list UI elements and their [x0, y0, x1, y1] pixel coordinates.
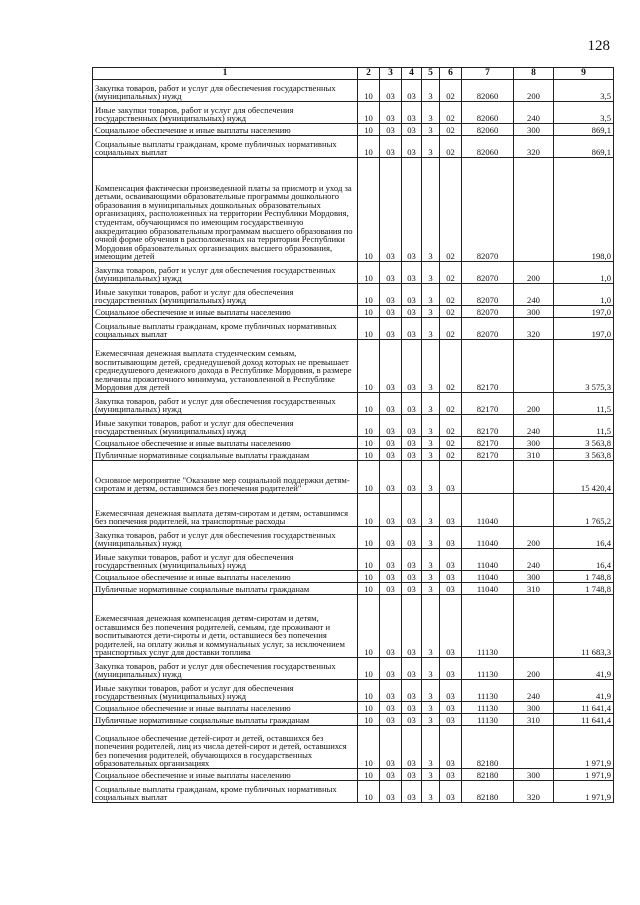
row-name-cell: Социальное обеспечение и иные выплаты населению [93, 124, 358, 136]
col-6-cell: 03 [440, 702, 462, 714]
col-9-cell: 41,9 [554, 658, 614, 680]
col-7-cell: 11130 [462, 702, 514, 714]
col-7-cell: 82070 [462, 262, 514, 284]
col-5-cell: 3 [422, 136, 440, 158]
col-6-cell: 02 [440, 306, 462, 318]
col-7-cell: 11130 [462, 658, 514, 680]
col-5-cell: 3 [422, 318, 440, 340]
table-row [93, 449, 614, 461]
col-2-cell: 10 [358, 461, 380, 494]
col-4-cell: 03 [402, 702, 422, 714]
col-8-cell [514, 726, 554, 769]
col-9-cell: 1 971,9 [554, 726, 614, 769]
col-4-cell: 03 [402, 549, 422, 571]
col-5-cell: 3 [422, 340, 440, 393]
col-4-cell: 03 [402, 340, 422, 393]
row-name-cell: Публичные нормативные социальные выплаты гражданам [93, 449, 358, 461]
col-9-cell: 1 748,8 [554, 583, 614, 595]
col-2-cell: 10 [358, 284, 380, 306]
col-3-cell: 03 [380, 595, 402, 658]
col-7-cell: 11040 [462, 494, 514, 527]
col-3-cell: 03 [380, 340, 402, 393]
col-5-cell: 3 [422, 583, 440, 595]
col-3-cell: 03 [380, 527, 402, 549]
col-7-cell: 11040 [462, 583, 514, 595]
col-6-cell: 02 [440, 80, 462, 102]
col-2-cell: 10 [358, 262, 380, 284]
col-3-cell: 03 [380, 702, 402, 714]
col-3-cell: 03 [380, 262, 402, 284]
col-4-cell: 03 [402, 284, 422, 306]
col-9-cell: 11,5 [554, 393, 614, 415]
row-name-cell: Закупка товаров, работ и услуг для обеспечения государственных (муниципальных) нужд [93, 658, 358, 680]
table-row [93, 583, 614, 595]
col-2-cell: 10 [358, 415, 380, 437]
col-7-cell: 82060 [462, 80, 514, 102]
col-3-cell: 03 [380, 102, 402, 124]
col-4-cell: 03 [402, 80, 422, 102]
col-2-cell: 10 [358, 549, 380, 571]
col-6-cell: 02 [440, 124, 462, 136]
col-5-cell: 3 [422, 714, 440, 726]
col-6-cell: 03 [440, 549, 462, 571]
col-3-cell: 03 [380, 437, 402, 449]
row-name-cell: Социальное обеспечение и иные выплаты населению [93, 571, 358, 583]
col-9-cell: 1 971,9 [554, 769, 614, 781]
col-5-cell: 3 [422, 415, 440, 437]
col-6-cell: 02 [440, 449, 462, 461]
table-row [93, 549, 614, 571]
col-4-cell: 03 [402, 461, 422, 494]
col-6-cell: 02 [440, 262, 462, 284]
col-7-cell: 82180 [462, 726, 514, 769]
col-9-cell: 1 971,9 [554, 781, 614, 803]
table-row [93, 102, 614, 124]
col-7-cell: 82170 [462, 449, 514, 461]
col-4-cell: 03 [402, 527, 422, 549]
col-8-cell [514, 595, 554, 658]
col-4-cell: 03 [402, 583, 422, 595]
col-4-cell: 03 [402, 306, 422, 318]
col-5-cell: 3 [422, 284, 440, 306]
table-row [93, 702, 614, 714]
row-name-cell: Социальное обеспечение и иные выплаты населению [93, 702, 358, 714]
col-2-cell: 10 [358, 449, 380, 461]
col-9-cell: 11 641,4 [554, 702, 614, 714]
col-4-cell: 03 [402, 437, 422, 449]
col-7-cell: 82180 [462, 781, 514, 803]
col-7-cell: 82070 [462, 306, 514, 318]
col-3-cell: 03 [380, 306, 402, 318]
col-3-cell: 03 [380, 714, 402, 726]
table-row [93, 769, 614, 781]
col-3-cell: 03 [380, 124, 402, 136]
col-8-cell [514, 461, 554, 494]
col-5-cell: 3 [422, 781, 440, 803]
col-6-cell: 03 [440, 583, 462, 595]
col-4-cell: 03 [402, 393, 422, 415]
col-9-cell: 1 748,8 [554, 571, 614, 583]
col-9-cell: 3 563,8 [554, 437, 614, 449]
col-6-cell: 02 [440, 415, 462, 437]
col-3-cell: 03 [380, 494, 402, 527]
col-8-cell: 320 [514, 136, 554, 158]
header-cell: 9 [554, 68, 614, 80]
col-8-cell: 300 [514, 124, 554, 136]
row-name-cell: Социальные выплаты гражданам, кроме публичных нормативных социальных выплат [93, 136, 358, 158]
col-8-cell: 300 [514, 437, 554, 449]
table-row [93, 124, 614, 136]
col-3-cell: 03 [380, 726, 402, 769]
col-4-cell: 03 [402, 571, 422, 583]
col-3-cell: 03 [380, 680, 402, 702]
col-8-cell: 200 [514, 80, 554, 102]
col-2-cell: 10 [358, 318, 380, 340]
col-8-cell: 320 [514, 318, 554, 340]
col-8-cell: 240 [514, 680, 554, 702]
col-5-cell: 3 [422, 437, 440, 449]
col-9-cell: 3 575,3 [554, 340, 614, 393]
col-8-cell [514, 494, 554, 527]
col-9-cell: 869,1 [554, 124, 614, 136]
col-4-cell: 03 [402, 494, 422, 527]
col-5-cell: 3 [422, 549, 440, 571]
col-5-cell: 3 [422, 393, 440, 415]
col-8-cell: 200 [514, 527, 554, 549]
col-4-cell: 03 [402, 124, 422, 136]
col-6-cell: 03 [440, 714, 462, 726]
table-row [93, 393, 614, 415]
col-6-cell: 03 [440, 494, 462, 527]
col-6-cell: 03 [440, 527, 462, 549]
col-2-cell: 10 [358, 702, 380, 714]
col-2-cell: 10 [358, 583, 380, 595]
col-7-cell: 82060 [462, 102, 514, 124]
table-row [93, 781, 614, 803]
row-name-cell: Иные закупки товаров, работ и услуг для обеспечения государственных (муниципальных) нужд [93, 102, 358, 124]
col-9-cell: 1,0 [554, 262, 614, 284]
col-5-cell: 3 [422, 571, 440, 583]
col-9-cell: 15 420,4 [554, 461, 614, 494]
col-7-cell: 82170 [462, 437, 514, 449]
col-2-cell: 10 [358, 769, 380, 781]
col-4-cell: 03 [402, 726, 422, 769]
col-7-cell: 82060 [462, 124, 514, 136]
row-name-cell: Публичные нормативные социальные выплаты гражданам [93, 583, 358, 595]
col-8-cell: 300 [514, 702, 554, 714]
col-5-cell: 3 [422, 702, 440, 714]
table-row [93, 494, 614, 527]
row-name-cell: Иные закупки товаров, работ и услуг для обеспечения государственных (муниципальных) нужд [93, 415, 358, 437]
col-2-cell: 10 [358, 527, 380, 549]
row-name-cell: Закупка товаров, работ и услуг для обеспечения государственных (муниципальных) нужд [93, 527, 358, 549]
col-8-cell: 200 [514, 393, 554, 415]
col-9-cell: 197,0 [554, 318, 614, 340]
col-8-cell: 240 [514, 549, 554, 571]
col-9-cell: 16,4 [554, 549, 614, 571]
col-9-cell: 3,5 [554, 102, 614, 124]
row-name-cell: Иные закупки товаров, работ и услуг для обеспечения государственных (муниципальных) нужд [93, 284, 358, 306]
col-8-cell: 240 [514, 415, 554, 437]
col-3-cell: 03 [380, 549, 402, 571]
col-8-cell: 320 [514, 781, 554, 803]
col-4-cell: 03 [402, 318, 422, 340]
col-7-cell: 82060 [462, 136, 514, 158]
col-2-cell: 10 [358, 595, 380, 658]
col-7-cell: 11040 [462, 571, 514, 583]
col-6-cell: 03 [440, 769, 462, 781]
col-4-cell: 03 [402, 102, 422, 124]
col-3-cell: 03 [380, 284, 402, 306]
col-3-cell: 03 [380, 571, 402, 583]
col-5-cell: 3 [422, 449, 440, 461]
col-6-cell: 03 [440, 658, 462, 680]
col-6-cell: 02 [440, 102, 462, 124]
col-6-cell: 03 [440, 571, 462, 583]
col-8-cell: 240 [514, 102, 554, 124]
col-7-cell: 82170 [462, 393, 514, 415]
table-row [93, 262, 614, 284]
col-2-cell: 10 [358, 340, 380, 393]
col-2-cell: 10 [358, 437, 380, 449]
row-name-cell: Социальные выплаты гражданам, кроме публичных нормативных социальных выплат [93, 781, 358, 803]
table-row [93, 726, 614, 769]
col-3-cell: 03 [380, 136, 402, 158]
col-3-cell: 03 [380, 461, 402, 494]
col-5-cell: 3 [422, 262, 440, 284]
table-row [93, 680, 614, 702]
col-7-cell: 82170 [462, 415, 514, 437]
header-cell: 2 [358, 68, 380, 80]
col-8-cell: 240 [514, 284, 554, 306]
col-5-cell: 3 [422, 158, 440, 262]
col-5-cell: 3 [422, 680, 440, 702]
col-6-cell: 03 [440, 595, 462, 658]
col-5-cell: 3 [422, 769, 440, 781]
col-3-cell: 03 [380, 583, 402, 595]
col-6-cell: 02 [440, 318, 462, 340]
col-2-cell: 10 [358, 158, 380, 262]
table-row [93, 415, 614, 437]
col-6-cell: 02 [440, 340, 462, 393]
col-3-cell: 03 [380, 781, 402, 803]
col-3-cell: 03 [380, 449, 402, 461]
col-7-cell: 82180 [462, 769, 514, 781]
col-9-cell: 3,5 [554, 80, 614, 102]
col-9-cell: 198,0 [554, 158, 614, 262]
table-row [93, 714, 614, 726]
col-3-cell: 03 [380, 415, 402, 437]
col-6-cell: 03 [440, 726, 462, 769]
header-cell: 4 [402, 68, 422, 80]
col-6-cell: 02 [440, 158, 462, 262]
row-name-cell: Закупка товаров, работ и услуг для обеспечения государственных (муниципальных) нужд [93, 262, 358, 284]
col-6-cell: 02 [440, 136, 462, 158]
col-3-cell: 03 [380, 769, 402, 781]
col-9-cell: 197,0 [554, 306, 614, 318]
col-5-cell: 3 [422, 527, 440, 549]
table-row [93, 437, 614, 449]
col-2-cell: 10 [358, 124, 380, 136]
col-4-cell: 03 [402, 136, 422, 158]
col-4-cell: 03 [402, 680, 422, 702]
col-9-cell: 16,4 [554, 527, 614, 549]
col-3-cell: 03 [380, 158, 402, 262]
col-9-cell: 11,5 [554, 415, 614, 437]
col-9-cell: 11 683,3 [554, 595, 614, 658]
table-row [93, 571, 614, 583]
col-3-cell: 03 [380, 318, 402, 340]
table-row [93, 136, 614, 158]
col-2-cell: 10 [358, 494, 380, 527]
col-2-cell: 10 [358, 726, 380, 769]
row-name-cell: Ежемесячная денежная компенсация детям-сиротам и детям, оставшимся без попечения родителей, семьям, где проживают и воспитываются дети-сироты и дети, оставшиеся без попечения родителей, на оплату жилья и коммунальных услуг, за исключением транспортных услуг для доставки топлива [93, 595, 358, 658]
col-4-cell: 03 [402, 769, 422, 781]
col-8-cell: 300 [514, 769, 554, 781]
row-name-cell: Ежемесячная денежная выплата студенческим семьям, воспитывающим детей, среднедушевой доход которых не превышает среднедушевого денежного дохода в Республике Мордовия, в размере величины прожиточного минимума, установленной в Республике Мордовия для детей [93, 340, 358, 393]
col-4-cell: 03 [402, 781, 422, 803]
col-7-cell: 11130 [462, 714, 514, 726]
col-5-cell: 3 [422, 461, 440, 494]
col-9-cell: 41,9 [554, 680, 614, 702]
col-2-cell: 10 [358, 393, 380, 415]
col-9-cell: 3 563,8 [554, 449, 614, 461]
col-8-cell: 200 [514, 262, 554, 284]
col-4-cell: 03 [402, 595, 422, 658]
row-name-cell: Иные закупки товаров, работ и услуг для обеспечения государственных (муниципальных) нужд [93, 549, 358, 571]
col-8-cell: 300 [514, 306, 554, 318]
col-2-cell: 10 [358, 781, 380, 803]
col-7-cell: 11130 [462, 680, 514, 702]
col-6-cell: 02 [440, 437, 462, 449]
col-7-cell: 11040 [462, 527, 514, 549]
header-cell: 3 [380, 68, 402, 80]
col-6-cell: 03 [440, 680, 462, 702]
col-4-cell: 03 [402, 262, 422, 284]
col-2-cell: 10 [358, 658, 380, 680]
col-6-cell: 02 [440, 284, 462, 306]
col-8-cell: 310 [514, 583, 554, 595]
col-4-cell: 03 [402, 449, 422, 461]
row-name-cell: Основное мероприятие "Оказание мер социальной поддержки детям-сиротам и детям, оставшимся без попечения родителей" [93, 461, 358, 494]
table-row [93, 318, 614, 340]
row-name-cell: Социальное обеспечение и иные выплаты населению [93, 437, 358, 449]
col-4-cell: 03 [402, 714, 422, 726]
col-4-cell: 03 [402, 158, 422, 262]
row-name-cell: Публичные нормативные социальные выплаты гражданам [93, 714, 358, 726]
col-8-cell: 310 [514, 714, 554, 726]
col-7-cell: 82070 [462, 318, 514, 340]
row-name-cell: Компенсация фактически произведенной платы за присмотр и уход за детьми, осваивающими образовательные программы дошкольного образования в муниципальных дошкольных образовательных организациях, расположенных на территории Республики Мордовия, студентам, обучающимся по имеющим государственную аккредитацию образовательным программам высшего образования по очной форме обучения в расположенных на территории Республики Мордовия образовательных организациях высшего образования, имеющим детей [93, 158, 358, 262]
col-7-cell: 82070 [462, 284, 514, 306]
col-8-cell: 310 [514, 449, 554, 461]
col-8-cell: 300 [514, 571, 554, 583]
row-name-cell: Социальное обеспечение и иные выплаты населению [93, 306, 358, 318]
table-body [93, 68, 614, 803]
table-row [93, 340, 614, 393]
col-5-cell: 3 [422, 124, 440, 136]
table-row [93, 306, 614, 318]
col-8-cell: 200 [514, 658, 554, 680]
col-5-cell: 3 [422, 726, 440, 769]
col-5-cell: 3 [422, 102, 440, 124]
col-2-cell: 10 [358, 714, 380, 726]
col-4-cell: 03 [402, 658, 422, 680]
header-cell: 5 [422, 68, 440, 80]
col-5-cell: 3 [422, 494, 440, 527]
header-cell: 8 [514, 68, 554, 80]
col-2-cell: 10 [358, 306, 380, 318]
col-2-cell: 10 [358, 571, 380, 583]
page-number: 128 [587, 38, 610, 54]
header-cell: 1 [93, 68, 358, 80]
header-cell: 7 [462, 68, 514, 80]
col-6-cell: 03 [440, 461, 462, 494]
col-3-cell: 03 [380, 393, 402, 415]
col-3-cell: 03 [380, 80, 402, 102]
col-5-cell: 3 [422, 306, 440, 318]
col-2-cell: 10 [358, 680, 380, 702]
col-9-cell: 869,1 [554, 136, 614, 158]
budget-table [92, 67, 614, 803]
table-row [93, 595, 614, 658]
col-2-cell: 10 [358, 136, 380, 158]
col-6-cell: 03 [440, 781, 462, 803]
row-name-cell: Социальное обеспечение и иные выплаты населению [93, 769, 358, 781]
col-7-cell: 82070 [462, 158, 514, 262]
table-row [93, 658, 614, 680]
table-row [93, 158, 614, 262]
col-5-cell: 3 [422, 595, 440, 658]
row-name-cell: Ежемесячная денежная выплата детям-сиротам и детям, оставшимся без попечения родителей, на транспортные расходы [93, 494, 358, 527]
col-9-cell: 1 765,2 [554, 494, 614, 527]
col-5-cell: 3 [422, 658, 440, 680]
col-4-cell: 03 [402, 415, 422, 437]
col-7-cell: 11040 [462, 549, 514, 571]
col-7-cell: 82170 [462, 340, 514, 393]
row-name-cell: Закупка товаров, работ и услуг для обеспечения государственных (муниципальных) нужд [93, 393, 358, 415]
col-3-cell: 03 [380, 658, 402, 680]
header-cell: 6 [440, 68, 462, 80]
table-row [93, 284, 614, 306]
col-8-cell [514, 340, 554, 393]
col-8-cell [514, 158, 554, 262]
col-9-cell: 1,0 [554, 284, 614, 306]
col-7-cell [462, 461, 514, 494]
col-5-cell: 3 [422, 80, 440, 102]
table-row [93, 80, 614, 102]
row-name-cell: Закупка товаров, работ и услуг для обеспечения государственных (муниципальных) нужд [93, 80, 358, 102]
header-row [93, 68, 614, 80]
row-name-cell: Социальные выплаты гражданам, кроме публичных нормативных социальных выплат [93, 318, 358, 340]
table-row [93, 527, 614, 549]
col-2-cell: 10 [358, 80, 380, 102]
col-7-cell: 11130 [462, 595, 514, 658]
row-name-cell: Иные закупки товаров, работ и услуг для обеспечения государственных (муниципальных) нужд [93, 680, 358, 702]
table-row [93, 461, 614, 494]
col-2-cell: 10 [358, 102, 380, 124]
col-9-cell: 11 641,4 [554, 714, 614, 726]
row-name-cell: Социальное обеспечение детей-сирот и детей, оставшихся без попечения родителей, лиц из числа детей-сирот и детей, оставшихся без попечения родителей, обучающихся в государственных образовательных организациях [93, 726, 358, 769]
col-6-cell: 02 [440, 393, 462, 415]
